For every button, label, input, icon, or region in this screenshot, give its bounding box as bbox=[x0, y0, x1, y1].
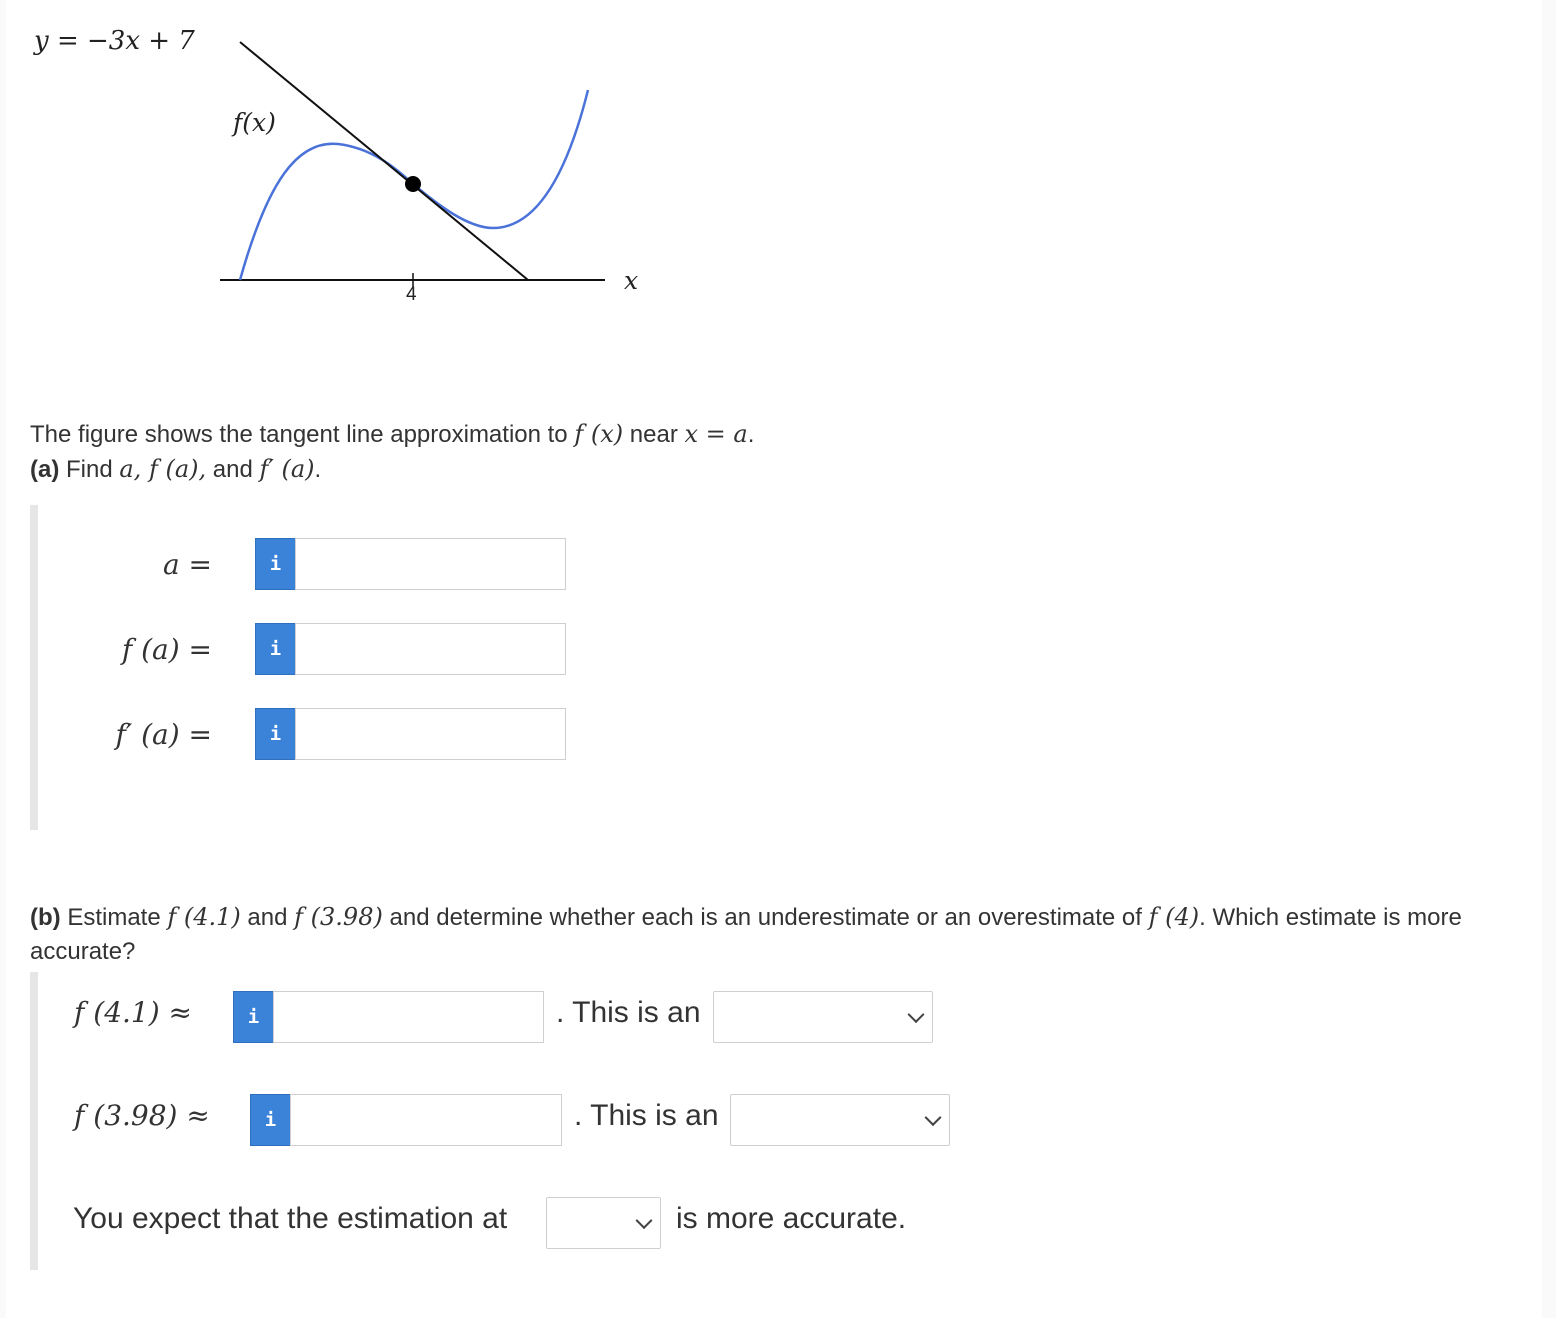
part-b-label: (b) bbox=[30, 904, 61, 931]
chevron-down-icon bbox=[908, 1006, 925, 1023]
intro-end: . bbox=[747, 421, 755, 448]
part-a-fprime: f′ (a) bbox=[259, 455, 315, 483]
part-a-items: a, f (a), bbox=[119, 455, 207, 483]
intro-sentence bbox=[30, 420, 754, 449]
tangent-line-figure bbox=[28, 20, 678, 320]
f41-input[interactable] bbox=[273, 991, 544, 1043]
f41-estimate-select[interactable] bbox=[713, 991, 933, 1043]
part-a-group-bar bbox=[30, 505, 38, 830]
part-b-heading-line1 bbox=[30, 903, 1462, 932]
f398-suffix: . This is an bbox=[574, 1099, 719, 1132]
part-a-prefix: Find bbox=[59, 456, 120, 483]
part-b-and: and bbox=[240, 904, 295, 931]
a-info-button[interactable]: i bbox=[255, 538, 295, 590]
intro-fx: f (x) bbox=[574, 420, 624, 448]
x-axis-label: x bbox=[624, 266, 639, 295]
chevron-down-icon bbox=[636, 1212, 653, 1229]
intro-a: a bbox=[733, 420, 748, 448]
tangent-line bbox=[240, 42, 528, 280]
part-b-heading-line2: accurate? bbox=[30, 938, 136, 965]
tangent-line-equation: y = −3x + 7 bbox=[34, 26, 195, 56]
fa-label: f (a) = bbox=[121, 633, 212, 666]
chevron-down-icon bbox=[925, 1109, 942, 1126]
f41-info-button[interactable]: i bbox=[233, 991, 273, 1043]
tangency-point bbox=[405, 176, 421, 192]
question-panel bbox=[6, 0, 1542, 1318]
figure-svg bbox=[28, 20, 678, 320]
part-a-label: (a) bbox=[30, 456, 60, 483]
f398-info-button[interactable]: i bbox=[250, 1094, 290, 1146]
part-b-prefix: Estimate bbox=[60, 904, 168, 931]
intro-x: x bbox=[684, 420, 699, 448]
f41-suffix: . This is an bbox=[556, 996, 701, 1029]
a-label: a = bbox=[162, 548, 212, 581]
part-b-f4: f (4) bbox=[1148, 903, 1200, 931]
part-a-and: and bbox=[206, 456, 260, 483]
f398-input[interactable] bbox=[290, 1094, 562, 1146]
part-b-est1: f (4.1) bbox=[167, 903, 241, 931]
fa-info-button[interactable]: i bbox=[255, 623, 295, 675]
intro-mid: near bbox=[623, 421, 685, 448]
fprime-a-info-button[interactable]: i bbox=[255, 708, 295, 760]
part-b-group-bar bbox=[30, 972, 38, 1270]
final-suffix: is more accurate. bbox=[676, 1202, 907, 1235]
curve-label: f(x) bbox=[233, 108, 276, 137]
part-b-est2: f (3.98) bbox=[294, 903, 383, 931]
part-a-end: . bbox=[314, 456, 322, 483]
part-b-end: . Which estimate is more bbox=[1199, 904, 1462, 931]
part-a-heading bbox=[30, 455, 321, 484]
f41-label: f (4.1) ≈ bbox=[74, 996, 193, 1029]
fprime-a-input[interactable] bbox=[295, 708, 566, 760]
fprime-a-label: f′ (a) = bbox=[115, 718, 212, 751]
intro-prefix: The figure shows the tangent line approximation to bbox=[30, 421, 575, 448]
intro-eq: = bbox=[698, 420, 734, 448]
x-tick-label: 4 bbox=[406, 284, 417, 305]
part-b-mid: and determine whether each is an underestimate or an overestimate of bbox=[382, 904, 1149, 931]
more-accurate-select[interactable] bbox=[546, 1197, 661, 1249]
fa-input[interactable] bbox=[295, 623, 566, 675]
final-prefix: You expect that the estimation at bbox=[73, 1202, 508, 1235]
f398-estimate-select[interactable] bbox=[730, 1094, 950, 1146]
f398-label: f (3.98) ≈ bbox=[74, 1099, 210, 1132]
a-input[interactable] bbox=[295, 538, 566, 590]
